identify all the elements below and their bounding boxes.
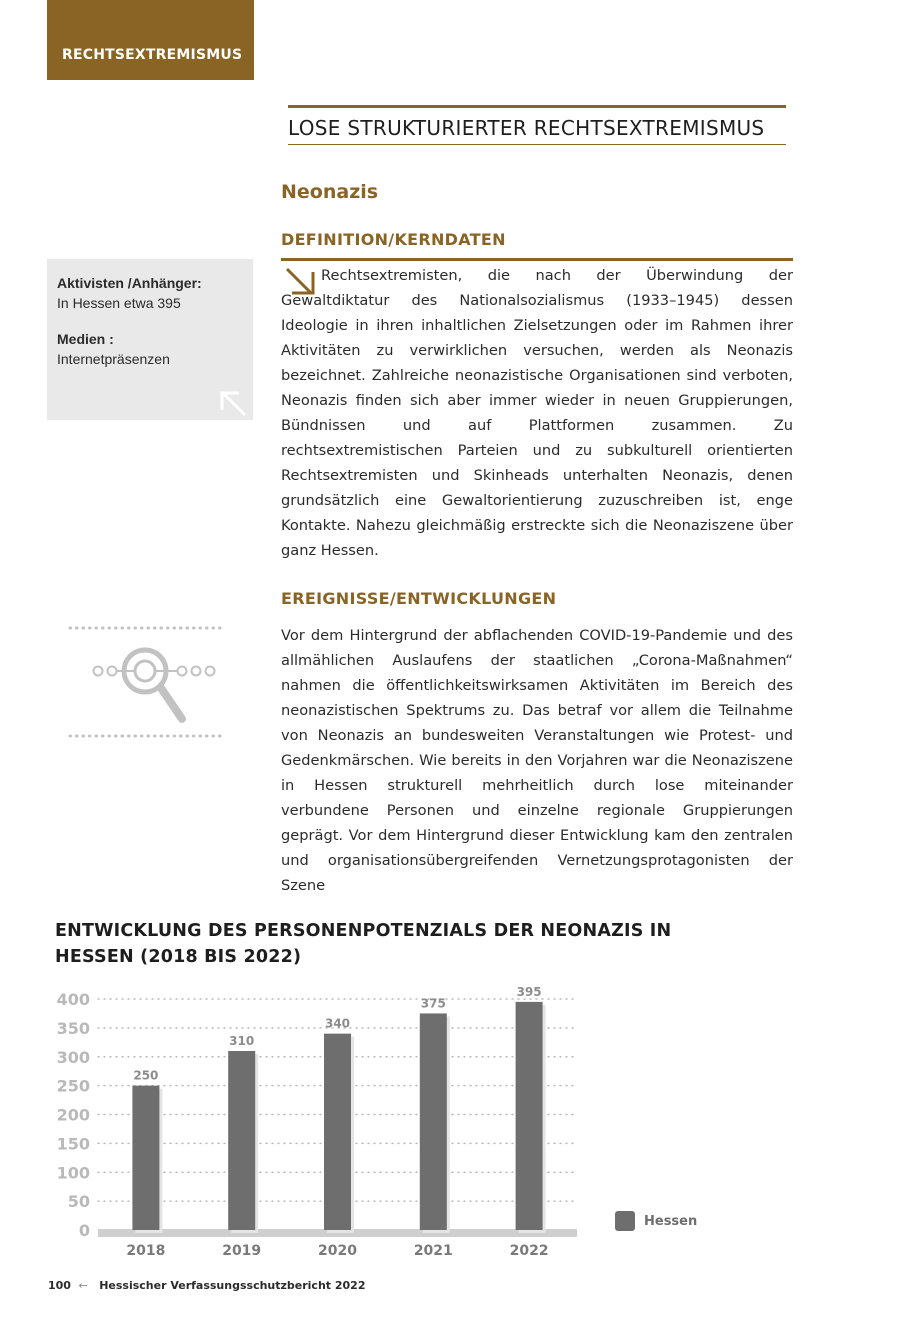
chart-legend	[615, 1211, 697, 1231]
bar	[324, 1034, 351, 1230]
x-tick-label: 2021	[413, 1243, 453, 1259]
page-title-block	[288, 105, 786, 145]
y-tick-label: 0	[78, 1221, 90, 1240]
data-label: 395	[516, 984, 542, 999]
bar	[516, 1002, 543, 1230]
y-tick-label: 350	[56, 1018, 90, 1038]
events-text: Vor dem Hintergrund der abflachenden COVID-19-Pandemie und des allmählichen Auslaufens der staatlichen „Corona-Maßnahmen“ nahmen die öffentlichkeitswirksamen Aktivitäten im Bereich des neonazistischen Spektrums zu. Das betraf vor allem die Teilnahme von Neonazis an bundesweiten Veranstaltungen wie Protest- und Gedenkmärschen. Wie bereits in den Vorjahren war die Neonaziszene in Hessen strukturell mehrheitlich durch lose miteinander verbundene Personen und einzelne regionale Gruppierungen geprägt. Vor dem Hintergrund dieser Entwicklung kam den zentralen und organisationsübergreifenden Vernetzungsprotagonisten der Szene	[281, 627, 793, 894]
x-tick-label: 2020	[318, 1243, 357, 1259]
back-arrow-icon[interactable]: ←	[78, 1279, 88, 1292]
x-tick-label: 2018	[126, 1243, 166, 1259]
definition-text: Rechtsextremisten, die nach der Überwindung der Gewaltdiktatur des Nationalsozialismus (1933–1945) dessen Ideologie in ihren inhaltlichen Zielsetzungen oder im Rahmen ihrer Aktivitäten zu verwirklichen versuchen, werden als Neonazis bezeichnet. Zahlreiche neonazistische Organisationen sind verboten, Neonazis finden sich aber immer wieder in neuen Gruppierungen, Bündnissen und auf Plattformen zusammen. Zu rechtsextremistischen Parteien und zu subkulturell orientierten Rechtsextremisten und Skinheads unterhalten Neonazis, denen grundsätzlich eine Gewaltorientierung zuzuschreiben ist, enge Kontakte. Nahezu gleichmäßig erstreckte sich die Neonaziszene über ganz Hessen.	[281, 267, 793, 559]
x-tick-label: 2022	[509, 1243, 549, 1259]
data-label: 250	[133, 1068, 159, 1083]
bar	[228, 1051, 255, 1230]
y-tick-label: 200	[56, 1105, 90, 1125]
magnifier-icon	[68, 620, 228, 744]
data-label: 340	[324, 1016, 351, 1031]
section-tab-label: RECHTSEXTREMISMUS	[62, 47, 243, 63]
legend-swatch	[615, 1211, 635, 1231]
activists-value: In Hessen etwa 395	[57, 295, 181, 311]
chart-title: ENTWICKLUNG DES PERSONENPOTENZIALS DER NEONAZIS IN HESSEN (2018 BIS 2022)	[55, 921, 672, 967]
events-heading: EREIGNISSE/ENTWICKLUNGEN	[281, 589, 557, 608]
activists-label: Aktivisten /Anhänger:	[57, 275, 202, 291]
arrow-up-left-icon	[218, 390, 250, 418]
section-tab	[47, 0, 254, 80]
media-label: Medien :	[57, 331, 114, 347]
y-tick-label: 100	[56, 1163, 90, 1183]
data-label: 310	[229, 1033, 255, 1048]
y-tick-label: 400	[56, 990, 90, 1009]
definition-heading: DEFINITION/KERNDATEN	[281, 230, 506, 249]
data-label: 375	[420, 996, 446, 1011]
bar-chart	[40, 975, 600, 1265]
bar	[420, 1013, 447, 1230]
media-value: Internetpräsenzen	[57, 351, 170, 367]
y-tick-label: 50	[67, 1192, 90, 1212]
page-footer	[48, 1279, 366, 1292]
page-number: 100	[48, 1279, 71, 1292]
definition-rule	[281, 258, 793, 261]
page-title: LOSE STRUKTURIERTER RECHTSEXTREMISMUS	[288, 116, 765, 140]
y-tick-label: 250	[56, 1076, 90, 1096]
legend-label: Hessen	[644, 1213, 698, 1229]
publication-title: Hessischer Verfassungsschutzbericht 2022	[99, 1279, 366, 1292]
y-tick-label: 300	[56, 1047, 90, 1067]
subheading: Neonazis	[281, 181, 379, 203]
definition-text-block	[281, 263, 793, 563]
x-tick-label: 2019	[222, 1243, 262, 1259]
y-tick-label: 150	[56, 1134, 90, 1154]
bar	[132, 1086, 159, 1230]
